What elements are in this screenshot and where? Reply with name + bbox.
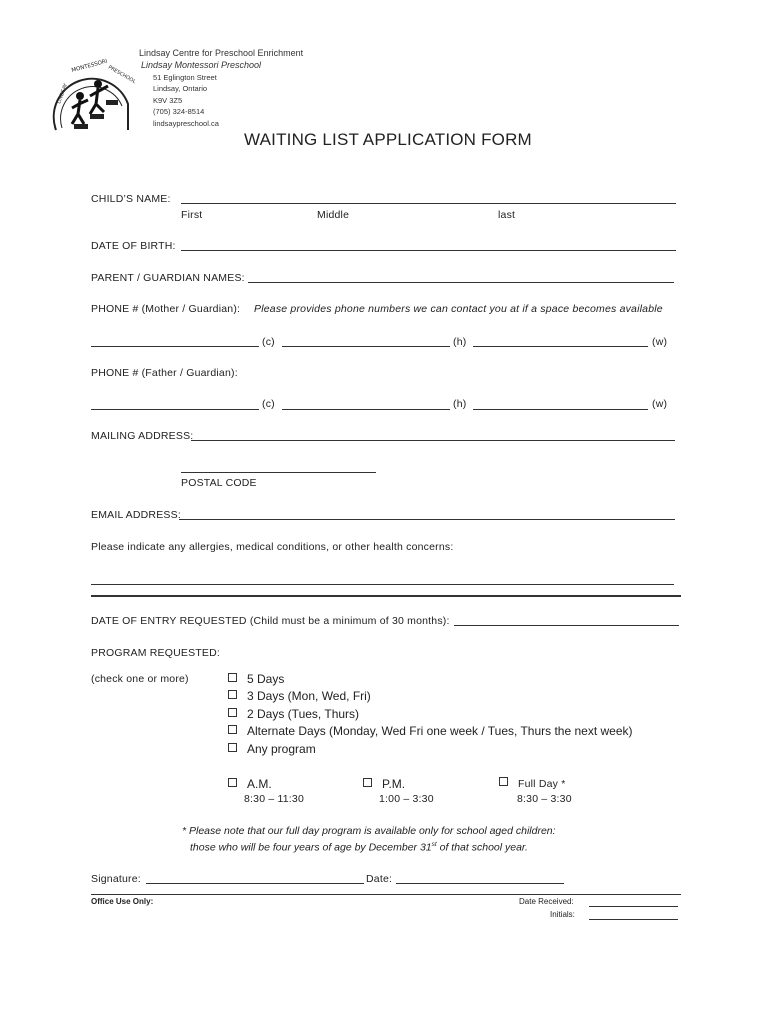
school-name: Lindsay Montessori Preschool: [141, 60, 262, 70]
parent-names-field[interactable]: [248, 282, 674, 283]
phone-mother-label: PHONE # (Mother / Guardian):: [91, 303, 241, 315]
program-option-3-days[interactable]: [228, 689, 371, 703]
program-option-2-days[interactable]: [228, 707, 359, 721]
time-option-am-label: A.M.: [247, 777, 272, 791]
svg-text:PRESCHOOL: PRESCHOOL: [107, 64, 137, 86]
middle-name-caption: Middle: [317, 209, 350, 221]
last-name-caption: last: [498, 209, 516, 221]
program-option-any-label: Any program: [247, 742, 316, 756]
section-divider: [91, 595, 681, 597]
check-note: (check one or more): [91, 673, 189, 685]
postal-code-field[interactable]: [181, 472, 376, 473]
footnote-line-1: * Please note that our full day program is available only for school aged children:: [182, 825, 556, 837]
time-option-pm-label: P.M.: [382, 777, 406, 791]
footnote-line-2-end: of that school year.: [436, 841, 528, 854]
address-line-2: Lindsay, Ontario: [153, 84, 208, 93]
mailing-address-field[interactable]: [191, 440, 675, 441]
parent-names-label: PARENT / GUARDIAN NAMES:: [91, 272, 245, 284]
time-option-am[interactable]: [228, 777, 272, 791]
signature-label: Signature:: [91, 873, 141, 885]
phone-line: (705) 324-8514: [153, 107, 205, 116]
father-cell-suffix: (c): [262, 398, 275, 410]
father-work-field[interactable]: [473, 409, 648, 410]
program-option-any[interactable]: [228, 742, 316, 756]
phone-father-label: PHONE # (Father / Guardian):: [91, 367, 238, 379]
father-home-suffix: (h): [453, 398, 467, 410]
email-address-label: EMAIL ADDRESS:: [91, 509, 181, 521]
checkbox-2-days[interactable]: [228, 708, 237, 717]
program-option-5-days[interactable]: [228, 672, 284, 686]
checkbox-5-days[interactable]: [228, 673, 237, 682]
program-option-5-days-label: 5 Days: [247, 672, 285, 686]
mother-home-suffix: (h): [453, 336, 467, 348]
svg-text:MONTESSORI: MONTESSORI: [70, 58, 109, 74]
date-label: Date:: [366, 873, 393, 885]
checkbox-any[interactable]: [228, 743, 237, 752]
form-title: WAITING LIST APPLICATION FORM: [244, 130, 532, 149]
school-logo: [50, 54, 137, 134]
checkbox-alternate[interactable]: [228, 725, 237, 734]
mailing-address-label: MAILING ADDRESS:: [91, 430, 194, 442]
father-home-field[interactable]: [282, 409, 450, 410]
time-option-pm-time: 1:00 – 3:30: [379, 793, 434, 805]
phone-note: Please provides phone numbers we can contact you at if a space becomes available: [254, 303, 663, 315]
entry-date-label: DATE OF ENTRY REQUESTED (Child must be a minimum of 30 months):: [91, 615, 450, 627]
childs-name-label: CHILD’S NAME:: [91, 193, 171, 205]
father-cell-field[interactable]: [91, 409, 259, 410]
time-option-pm[interactable]: [363, 777, 405, 791]
dob-field[interactable]: [181, 250, 676, 251]
footnote-line-2: [190, 841, 528, 854]
email-address-field[interactable]: [179, 519, 675, 520]
time-option-am-time: 8:30 – 11:30: [244, 793, 305, 805]
date-received-field[interactable]: [589, 906, 678, 907]
first-name-caption: First: [181, 209, 203, 221]
allergies-label: Please indicate any allergies, medical conditions, or other health concerns:: [91, 541, 454, 553]
postal-code-label: POSTAL CODE: [181, 477, 257, 489]
program-option-3-days-label: 3 Days (Mon, Wed, Fri): [247, 689, 371, 703]
logo-emblem-icon: [50, 54, 137, 134]
checkbox-3-days[interactable]: [228, 690, 237, 699]
address-line-1: 51 Eglington Street: [153, 73, 217, 82]
childs-name-field[interactable]: [181, 203, 676, 204]
program-option-alternate[interactable]: [228, 724, 633, 738]
initials-field[interactable]: [589, 919, 678, 920]
website-line: lindsaypreschool.ca: [153, 119, 219, 128]
date-received-label: Date Received:: [519, 897, 574, 906]
mother-work-field[interactable]: [473, 346, 648, 347]
mother-work-suffix: (w): [652, 336, 668, 348]
allergies-field[interactable]: [91, 584, 674, 585]
dob-label: DATE OF BIRTH:: [91, 240, 176, 252]
checkbox-full-day[interactable]: [499, 777, 508, 786]
time-option-full-day-time: 8:30 – 3:30: [517, 793, 572, 805]
office-use-label: Office Use Only:: [91, 897, 154, 906]
address-line-3: K9V 3Z5: [153, 96, 183, 105]
time-option-full-day-label: Full Day *: [518, 778, 566, 790]
svg-text:LINDSAY: LINDSAY: [56, 82, 70, 105]
program-requested-label: PROGRAM REQUESTED:: [91, 647, 221, 659]
program-option-2-days-label: 2 Days (Tues, Thurs): [247, 707, 360, 721]
signature-field[interactable]: [146, 883, 364, 884]
father-work-suffix: (w): [652, 398, 668, 410]
footnote-superscript: st: [431, 841, 437, 848]
entry-date-field[interactable]: [454, 625, 679, 626]
initials-label: Initials:: [550, 910, 575, 919]
footnote-line-2-start: those who will be four years of age by December 31: [190, 841, 432, 854]
program-option-alternate-label: Alternate Days (Monday, Wed Fri one week / Tues, Thurs the next week): [247, 724, 633, 738]
date-field[interactable]: [396, 883, 564, 884]
mother-cell-suffix: (c): [262, 336, 275, 348]
mother-home-field[interactable]: [282, 346, 450, 347]
org-name: Lindsay Centre for Preschool Enrichment: [139, 48, 304, 58]
mother-cell-field[interactable]: [91, 346, 259, 347]
time-option-full-day[interactable]: [499, 777, 566, 790]
checkbox-pm[interactable]: [363, 778, 372, 787]
office-divider: [91, 894, 681, 895]
checkbox-am[interactable]: [228, 778, 237, 787]
